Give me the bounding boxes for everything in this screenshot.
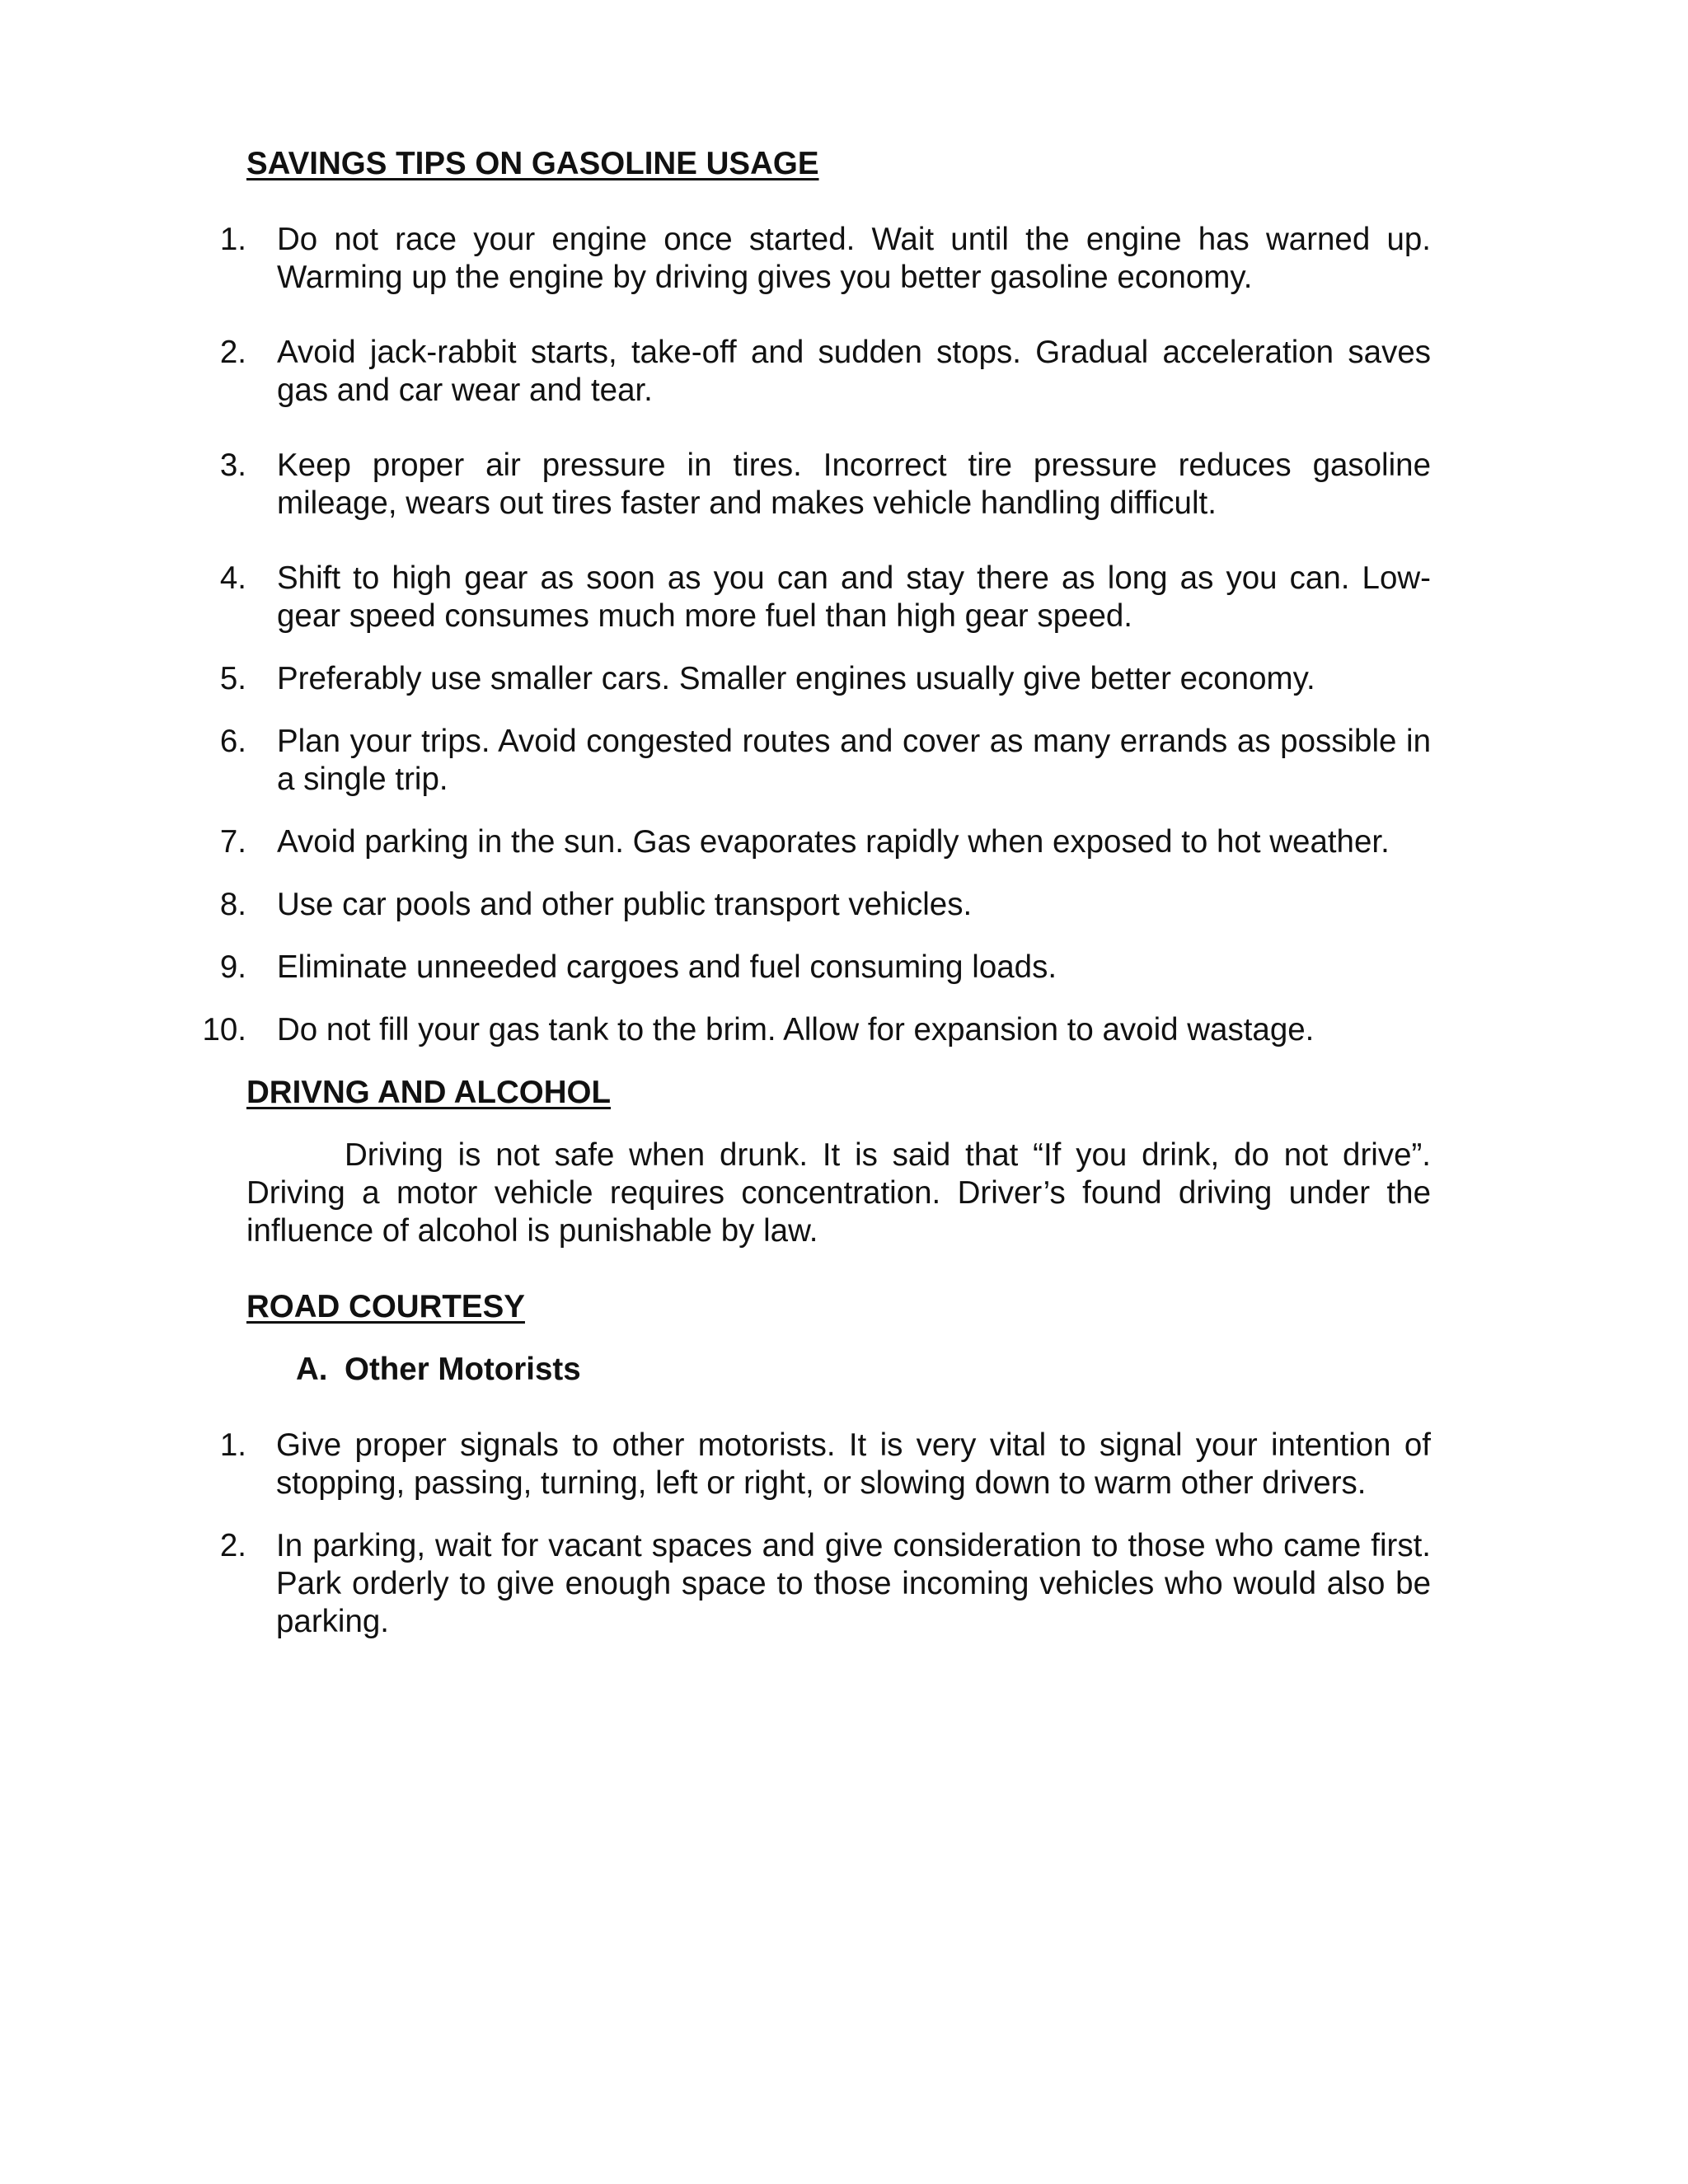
list-item <box>219 560 1431 635</box>
list-item-text: Preferably use smaller cars. Smaller engines usually give better economy. <box>277 661 1315 696</box>
list-item <box>219 886 1431 924</box>
list-item <box>219 949 1431 987</box>
subheading-other-motorists <box>296 1351 1431 1389</box>
list-item-number: 10. <box>202 1012 246 1047</box>
section-heading-courtesy: ROAD COURTESY <box>246 1289 525 1324</box>
list-item-number: 7. <box>219 824 246 860</box>
document-page <box>202 145 1431 1641</box>
section-heading-alcohol: DRIVNG AND ALCOHOL <box>246 1075 612 1110</box>
list-item-number: 5. <box>219 661 246 696</box>
subheading-title: Other Motorists <box>345 1352 581 1387</box>
list-item-number: 6. <box>219 724 246 759</box>
list-item-number: 4. <box>219 560 246 596</box>
subheading-letter: A. <box>296 1352 328 1387</box>
list-item-text: Avoid jack-rabbit starts, take-off and sudden stops. Gradual acceleration saves gas and car wear and tear. <box>277 335 1431 408</box>
list-item <box>219 1527 1431 1641</box>
list-item-text: Do not race your engine once started. Wait until the engine has warned up. Warming up the engine by driving gives you better gasoline economy. <box>277 222 1431 295</box>
courtesy-tips-list <box>219 1427 1431 1641</box>
list-item-text: Avoid parking in the sun. Gas evaporates rapidly when exposed to hot weather. <box>277 824 1390 860</box>
list-item-text: Eliminate unneeded cargoes and fuel consuming loads. <box>277 949 1057 985</box>
alcohol-paragraph: Driving is not safe when drunk. It is said that “If you drink, do not drive”. Driving a motor vehicle requires concentration. Driver’s found driving under the influence of alcohol is punishable by law. <box>246 1137 1431 1249</box>
list-item <box>219 221 1431 297</box>
list-item-text: Plan your trips. Avoid congested routes and cover as many errands as possible in a single trip. <box>277 724 1431 797</box>
list-item-number: 1. <box>219 1427 246 1463</box>
list-item <box>202 1011 1431 1049</box>
list-item-number: 1. <box>219 222 246 257</box>
list-item-text: Keep proper air pressure in tires. Incorrect tire pressure reduces gasoline mileage, wears out tires faster and makes vehicle handling difficult. <box>277 448 1431 521</box>
list-item <box>219 334 1431 410</box>
list-item-number: 2. <box>219 335 246 370</box>
list-item-text: Use car pools and other public transport vehicles. <box>277 887 973 922</box>
list-item-text: Give proper signals to other motorists. It is very vital to signal your intention of stopping, passing, turning, left or right, or slowing down to warm other drivers. <box>276 1427 1431 1501</box>
list-item <box>219 723 1431 799</box>
gasoline-tips-list <box>202 221 1431 1049</box>
list-item-number: 8. <box>219 887 246 922</box>
list-item-number: 9. <box>219 949 246 985</box>
list-item <box>219 447 1431 523</box>
section-heading-gasoline: SAVINGS TIPS ON GASOLINE USAGE <box>246 146 819 181</box>
list-item-text: Shift to high gear as soon as you can and stay there as long as you can. Low-gear speed consumes much more fuel than high gear speed. <box>277 560 1431 634</box>
list-item-text: In parking, wait for vacant spaces and give consideration to those who came first. Park orderly to give enough space to those incoming vehicles who would also be parking. <box>276 1528 1431 1639</box>
list-item <box>219 660 1431 698</box>
list-item-text: Do not fill your gas tank to the brim. Allow for expansion to avoid wastage. <box>277 1012 1315 1047</box>
list-item-number: 3. <box>219 448 246 483</box>
list-item <box>219 1427 1431 1502</box>
list-item-number: 2. <box>219 1528 246 1563</box>
list-item <box>219 823 1431 861</box>
